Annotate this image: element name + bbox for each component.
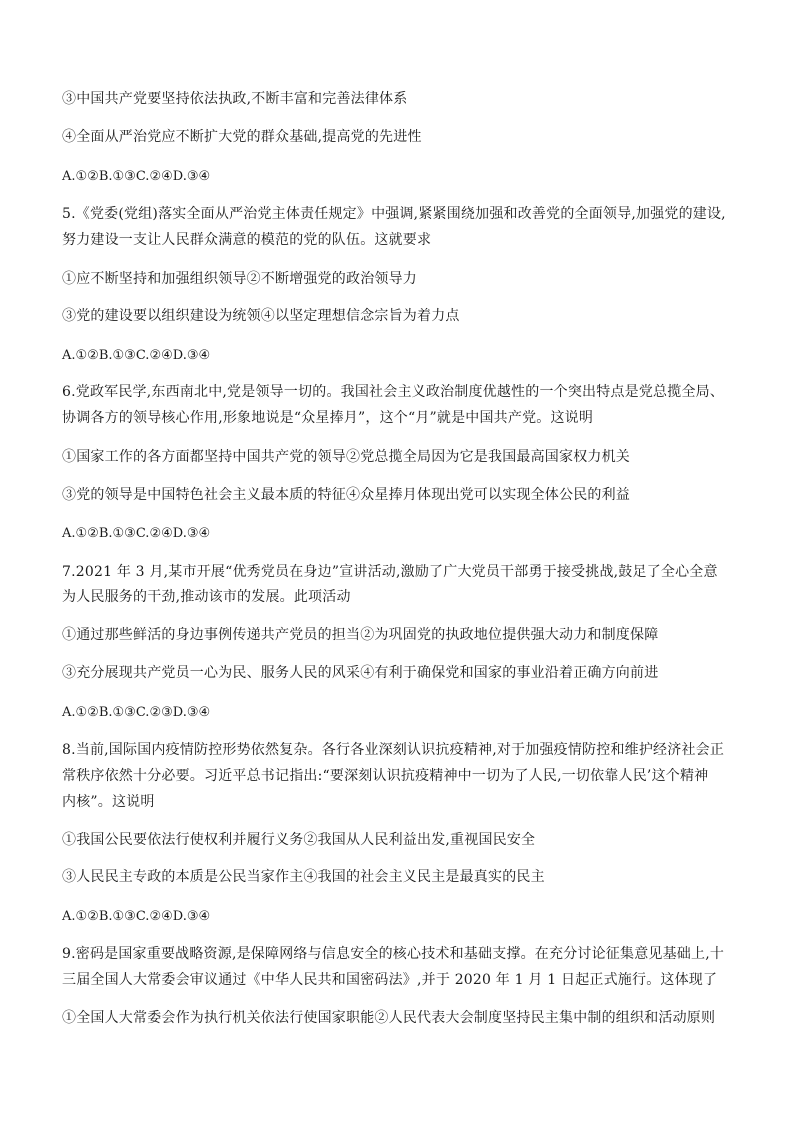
q9-stem-line-1: 9.密码是国家重要战略资源,是保障网络与信息安全的核心技术和基础支撑。在充分讨论征集意见基础上,十 [62, 946, 725, 962]
q7-answer-choices: A.①②B.①③C.②③D.③④ [62, 705, 211, 720]
q9-options-1-2: ①全国人大常委会作为执行机关依法行使国家职能②人民代表大会制度坚持民主集中制的组织和活动原则 [62, 1010, 716, 1026]
q4-option-3: ③中国共产党要坚持依法执政,不断丰富和完善法律体系 [62, 91, 408, 107]
q5-stem-line-1: 5.《党委(党组)落实全面从严治党主体责任规定》中强调,紧紧围绕加强和改善党的全面领导,加强党的建设, [62, 206, 726, 222]
q6-answer-choices: A.①②B.①③C.②④D.③④ [62, 526, 211, 541]
q7-stem-line-2: 为人民服务的干劲,推动该市的发展。此项活动 [62, 589, 351, 605]
q8-stem-line-3: 内核”。这说明 [62, 794, 155, 810]
q8-answer-choices: A.①②B.①③C.②④D.③④ [62, 909, 211, 924]
q8-stem-line-1: 8.当前,国际国内疫情防控形势依然复杂。各行各业深刻认识抗疫精神,对于加强疫情防控和维护经济社会正 [62, 742, 725, 758]
q4-option-4: ④全面从严治党应不断扩大党的群众基础,提高党的先进性 [62, 129, 422, 145]
q8-stem-line-2: 常秩序依然十分必要。习近平总书记指出:“要深刻认识抗疫精神中一切为了人民,一切依靠人民’这个精神 [62, 768, 709, 784]
q8-options-1-2: ①我国公民要依法行使权利并履行义务②我国从人民利益出发,重视国民安全 [62, 832, 536, 848]
q6-options-3-4: ③党的领导是中国特色社会主义最本质的特征④众星捧月体现出党可以实现全体公民的利益 [62, 487, 630, 503]
q7-options-1-2: ①通过那些鲜活的身边事例传递共产党员的担当②为巩固党的执政地位提供强大动力和制度保障 [62, 627, 659, 643]
q5-stem-line-2: 努力建设一支让人民群众满意的模范的党的队伍。这就要求 [62, 232, 432, 248]
q6-options-1-2: ①国家工作的各方面都坚持中国共产党的领导②党总揽全局因为它是我国最高国家权力机关 [62, 449, 630, 465]
q7-stem-line-1: 7.2021 年 3 月,某市开展“优秀党员在身边”宣讲活动,激励了广大党员干部勇于接受挑战,鼓足了全心全意 [62, 564, 718, 580]
q5-options-3-4: ③党的建设要以组织建设为统领④以坚定理想信念宗旨为着力点 [62, 308, 460, 324]
q6-stem-line-2: 协调各方的领导核心作用,形象地说是“众星捧月”，这个“月”就是中国共产党。这说明 [62, 410, 594, 426]
q6-stem-line-1: 6.党政军民学,东西南北中,党是领导一切的。我国社会主义政治制度优越性的一个突出特点是党总揽全局、 [62, 384, 725, 400]
q5-options-1-2: ①应不断坚持和加强组织领导②不断增强党的政治领导力 [62, 271, 417, 287]
q5-answer-choices: A.①②B.①③C.②④D.③④ [62, 348, 211, 363]
q7-options-3-4: ③充分展现共产党员一心为民、服务人民的风采④有利于确保党和国家的事业沿着正确方向前进 [62, 665, 659, 681]
q9-stem-line-2: 三届全国人大常委会审议通过《中华人民共和国密码法》,并于 2020 年 1 月 1 日起正式施行。这体现了 [62, 972, 718, 988]
q8-options-3-4: ③人民民主专政的本质是公民当家作主④我国的社会主义民主是最真实的民主 [62, 869, 545, 885]
q4-answer-choices: A.①②B.①③C.②④D.③④ [62, 169, 211, 184]
